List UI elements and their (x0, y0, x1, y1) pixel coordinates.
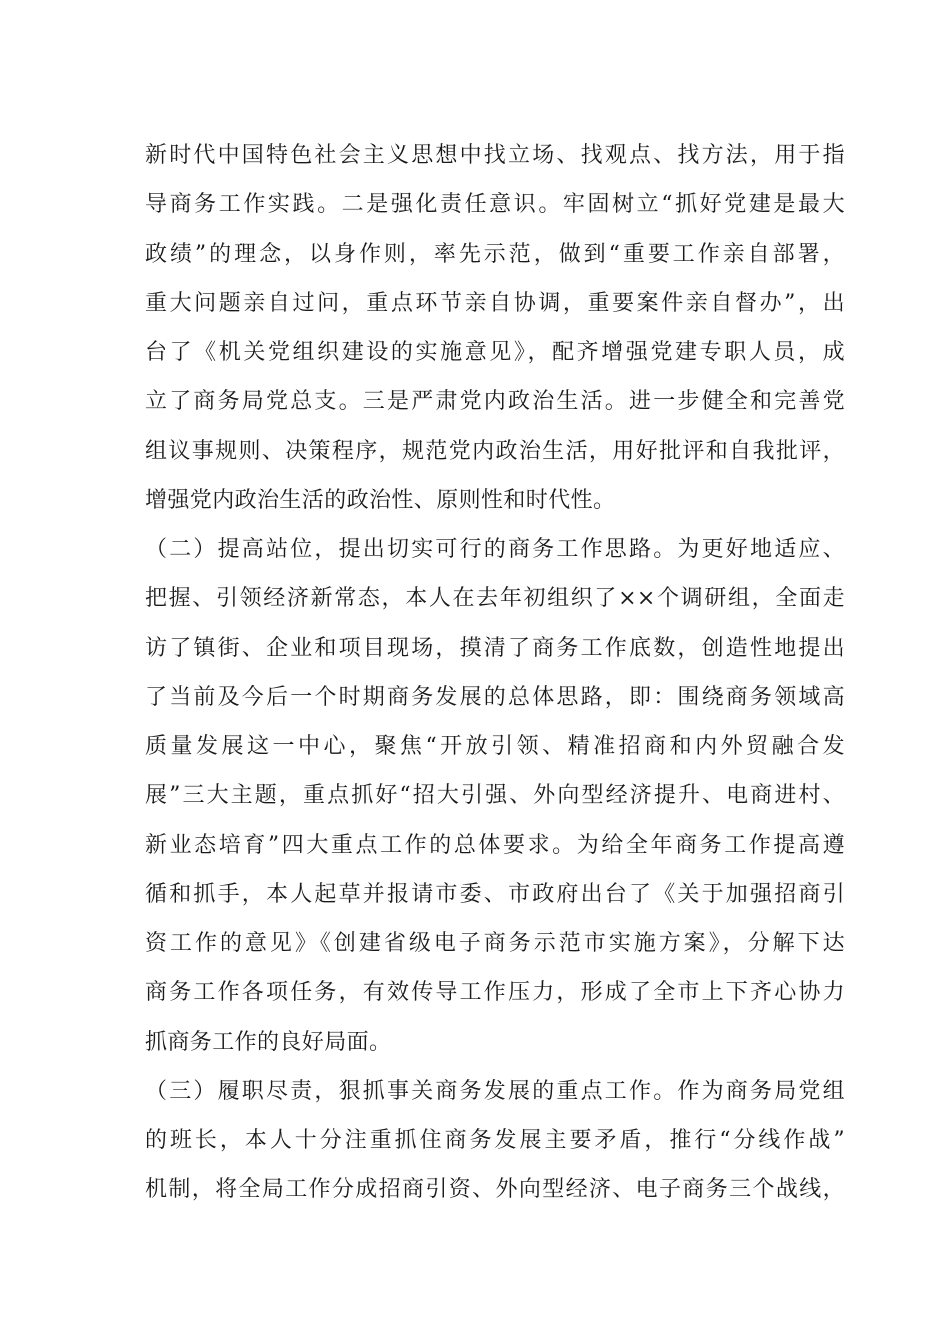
text-line: 抓商务工作的良好局面。 (145, 1029, 392, 1055)
text-line: 访了镇街、企业和项目现场，摸清了商务工作底数，创造性地提出 (145, 635, 845, 661)
text-line: 新时代中国特色社会主义思想中找立场、找观点、找方法，用于指 (145, 143, 845, 168)
text-line: 把握、引领经济新常态，本人在去年初组织了××个调研组，全面走 (145, 586, 845, 612)
text-line: 组议事规则、决策程序，规范党内政治生活，用好批评和自我批评， (145, 438, 845, 464)
text-line: 的班长，本人十分注重抓住商务发展主要矛盾，推行“分线作战” (145, 1128, 845, 1153)
text-line: 质量发展这一中心，聚焦“开放引领、精准招商和内外贸融合发 (145, 734, 845, 759)
document-body (145, 131, 845, 1215)
text-line: 商务工作各项任务，有效传导工作压力，形成了全市上下齐心协力 (145, 980, 845, 1006)
text-line: 展”三大主题，重点抓好“招大引强、外向型经济提升、电商进村、 (145, 783, 845, 809)
text-line: 机制，将全局工作分成招商引资、外向型经济、电子商务三个战线， (145, 1177, 845, 1203)
text-line: 政绩”的理念，以身作则，率先示范，做到“重要工作亲自部署， (145, 241, 845, 267)
section-heading-line: （二）提高站位，提出切实可行的商务工作思路。为更好地适应、 (145, 537, 845, 562)
text-line: 资工作的意见》《创建省级电子商务示范市实施方案》，分解下达 (145, 931, 845, 956)
text-line: 导商务工作实践。二是强化责任意识。牢固树立“抓好党建是最大 (145, 192, 845, 218)
text-line: 了当前及今后一个时期商务发展的总体思路，即：围绕商务领域高 (145, 684, 845, 710)
text-line: 立了商务局党总支。三是严肃党内政治生活。进一步健全和完善党 (145, 389, 845, 415)
text-line: 新业态培育”四大重点工作的总体要求。为给全年商务工作提高遵 (145, 832, 845, 858)
section-heading-line: （三）履职尽责，狠抓事关商务发展的重点工作。作为商务局党组 (145, 1078, 845, 1104)
text-line: 重大问题亲自过问，重点环节亲自协调，重要案件亲自督办”，出 (145, 290, 845, 316)
text-line: 台了《机关党组织建设的实施意见》，配齐增强党建专职人员，成 (145, 340, 845, 365)
text-line: 循和抓手，本人起草并报请市委、市政府出台了《关于加强招商引 (145, 881, 845, 907)
text-line: 增强党内政治生活的政治性、原则性和时代性。 (145, 487, 616, 513)
